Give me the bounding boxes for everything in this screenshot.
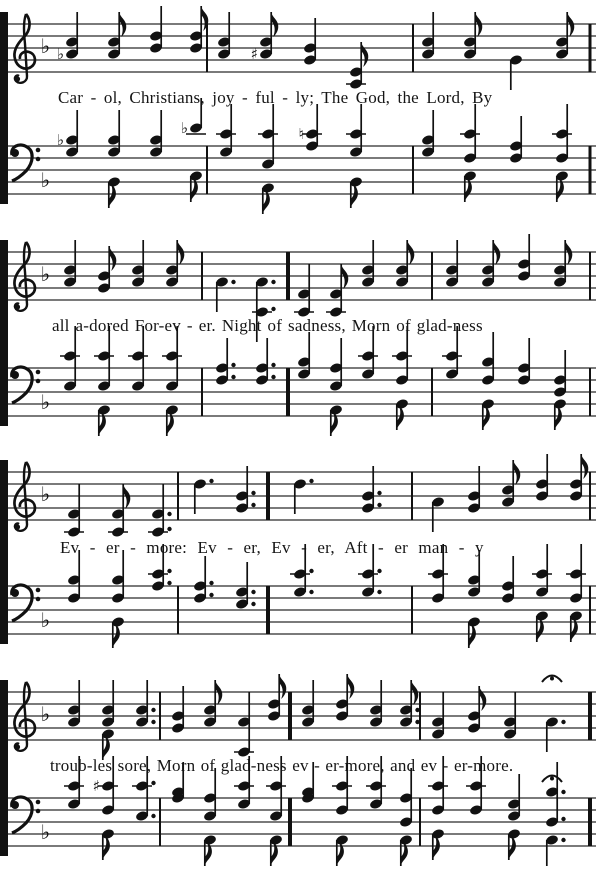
svg-text:♭: ♭ (40, 482, 50, 506)
svg-text:♮: ♮ (298, 125, 304, 143)
svg-text:♯: ♯ (92, 777, 100, 795)
svg-text:♭: ♭ (56, 131, 64, 149)
lyrics-line-3: Ev - er - more: Ev - er, Ev - er, Aft - er man - y (60, 538, 484, 557)
svg-text:♭: ♭ (40, 820, 50, 844)
svg-text:♭: ♭ (180, 119, 188, 137)
lyrics-line-4: troub-les sore, Morn of glad-ness ev - er-more, and ev - er-more. (50, 756, 514, 775)
lyrics-line-1: Car - ol, Christians, joy - ful - ly; The God, the Lord, By (58, 88, 493, 107)
svg-text:♭: ♭ (56, 45, 64, 63)
svg-text:♭: ♭ (40, 262, 50, 286)
svg-text:♭: ♭ (40, 390, 50, 414)
svg-text:♭: ♭ (40, 34, 50, 58)
lyrics-line-2: all a-dored For-ev - er. Night of sadness, Morn of glad-ness (52, 316, 483, 335)
svg-text:♭: ♭ (40, 168, 50, 192)
svg-text:♭: ♭ (40, 608, 50, 632)
svg-text:♭: ♭ (40, 702, 50, 726)
svg-text:♯: ♯ (250, 45, 258, 63)
